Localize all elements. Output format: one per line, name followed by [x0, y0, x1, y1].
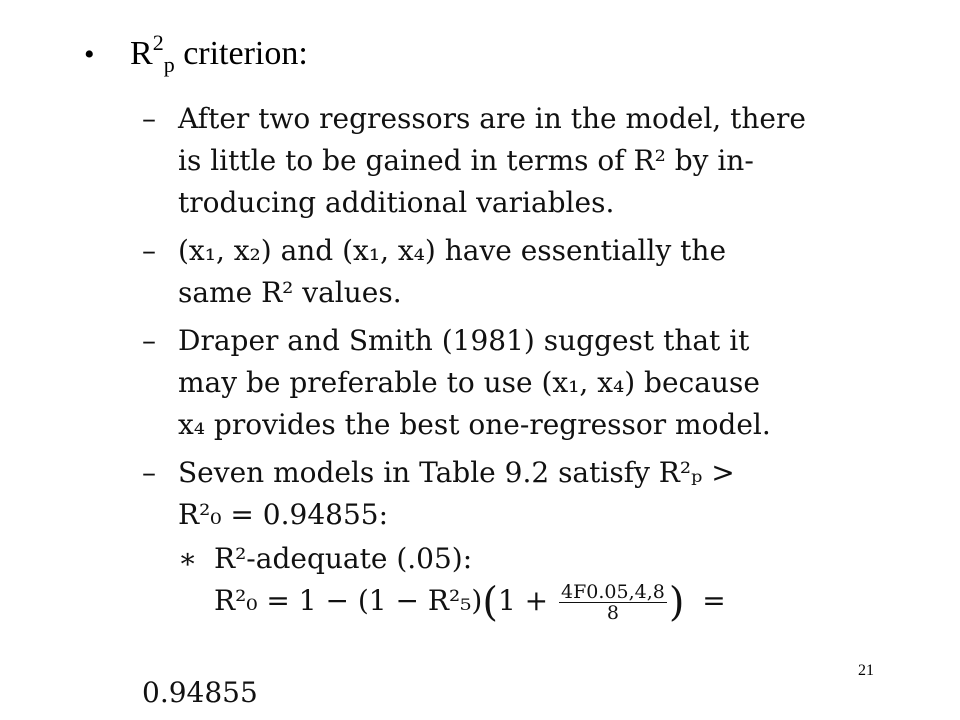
heading-r: R [130, 35, 153, 72]
dash-marker: – [142, 234, 156, 267]
bullet-icon: • [84, 38, 95, 71]
dash-marker: – [142, 456, 156, 489]
item-line: same R² values. [178, 276, 402, 309]
item-line: (x₁, x₂) and (x₁, x₄) have essentially the [178, 234, 727, 267]
equation-equals: = [702, 584, 726, 617]
fraction-denominator: 8 [606, 602, 619, 624]
slide-heading [84, 30, 308, 81]
star-marker: ∗ [178, 542, 198, 575]
fraction-numerator: 4F0.05,4,8 [561, 581, 665, 603]
equation [214, 579, 822, 626]
item-line: Seven models in Table 9.2 satisfy R²ₚ > [178, 456, 735, 489]
equation-paren-close: ) [668, 579, 685, 626]
equation-result: 0.94855 [142, 676, 258, 709]
item-line: Draper and Smith (1981) suggest that it [178, 324, 750, 357]
list-item [142, 320, 822, 446]
list-item [142, 98, 822, 224]
item-line: troducing additional variables. [178, 186, 615, 219]
item-line: After two regressors are in the model, there [178, 102, 806, 135]
item-line: may be preferable to use (x₁, x₄) because [178, 366, 760, 399]
slide-body [142, 98, 822, 629]
equation-left: R²₀ = 1 − (1 − R²₅) [214, 584, 483, 617]
equation-one-plus: 1 + [497, 584, 558, 617]
equation-fraction [559, 582, 667, 623]
sub-list-item [178, 538, 822, 626]
item-line: R²₀ = 0.94855: [178, 498, 389, 531]
heading-superscript: 2 [152, 30, 164, 55]
dash-marker: – [142, 102, 156, 135]
heading-text: criterion: [174, 35, 308, 72]
equation-paren-open: ( [482, 579, 498, 626]
heading-subscript: p [163, 52, 175, 77]
item-line: is little to be gained in terms of R² by in- [178, 144, 754, 177]
sub-item-label: R²-adequate (.05): [214, 542, 473, 575]
page-number: 21 [858, 662, 874, 679]
item-line: x₄ provides the best one-regressor model. [178, 408, 771, 441]
list-item [142, 230, 822, 314]
list-item [142, 452, 822, 626]
dash-marker: – [142, 324, 156, 357]
